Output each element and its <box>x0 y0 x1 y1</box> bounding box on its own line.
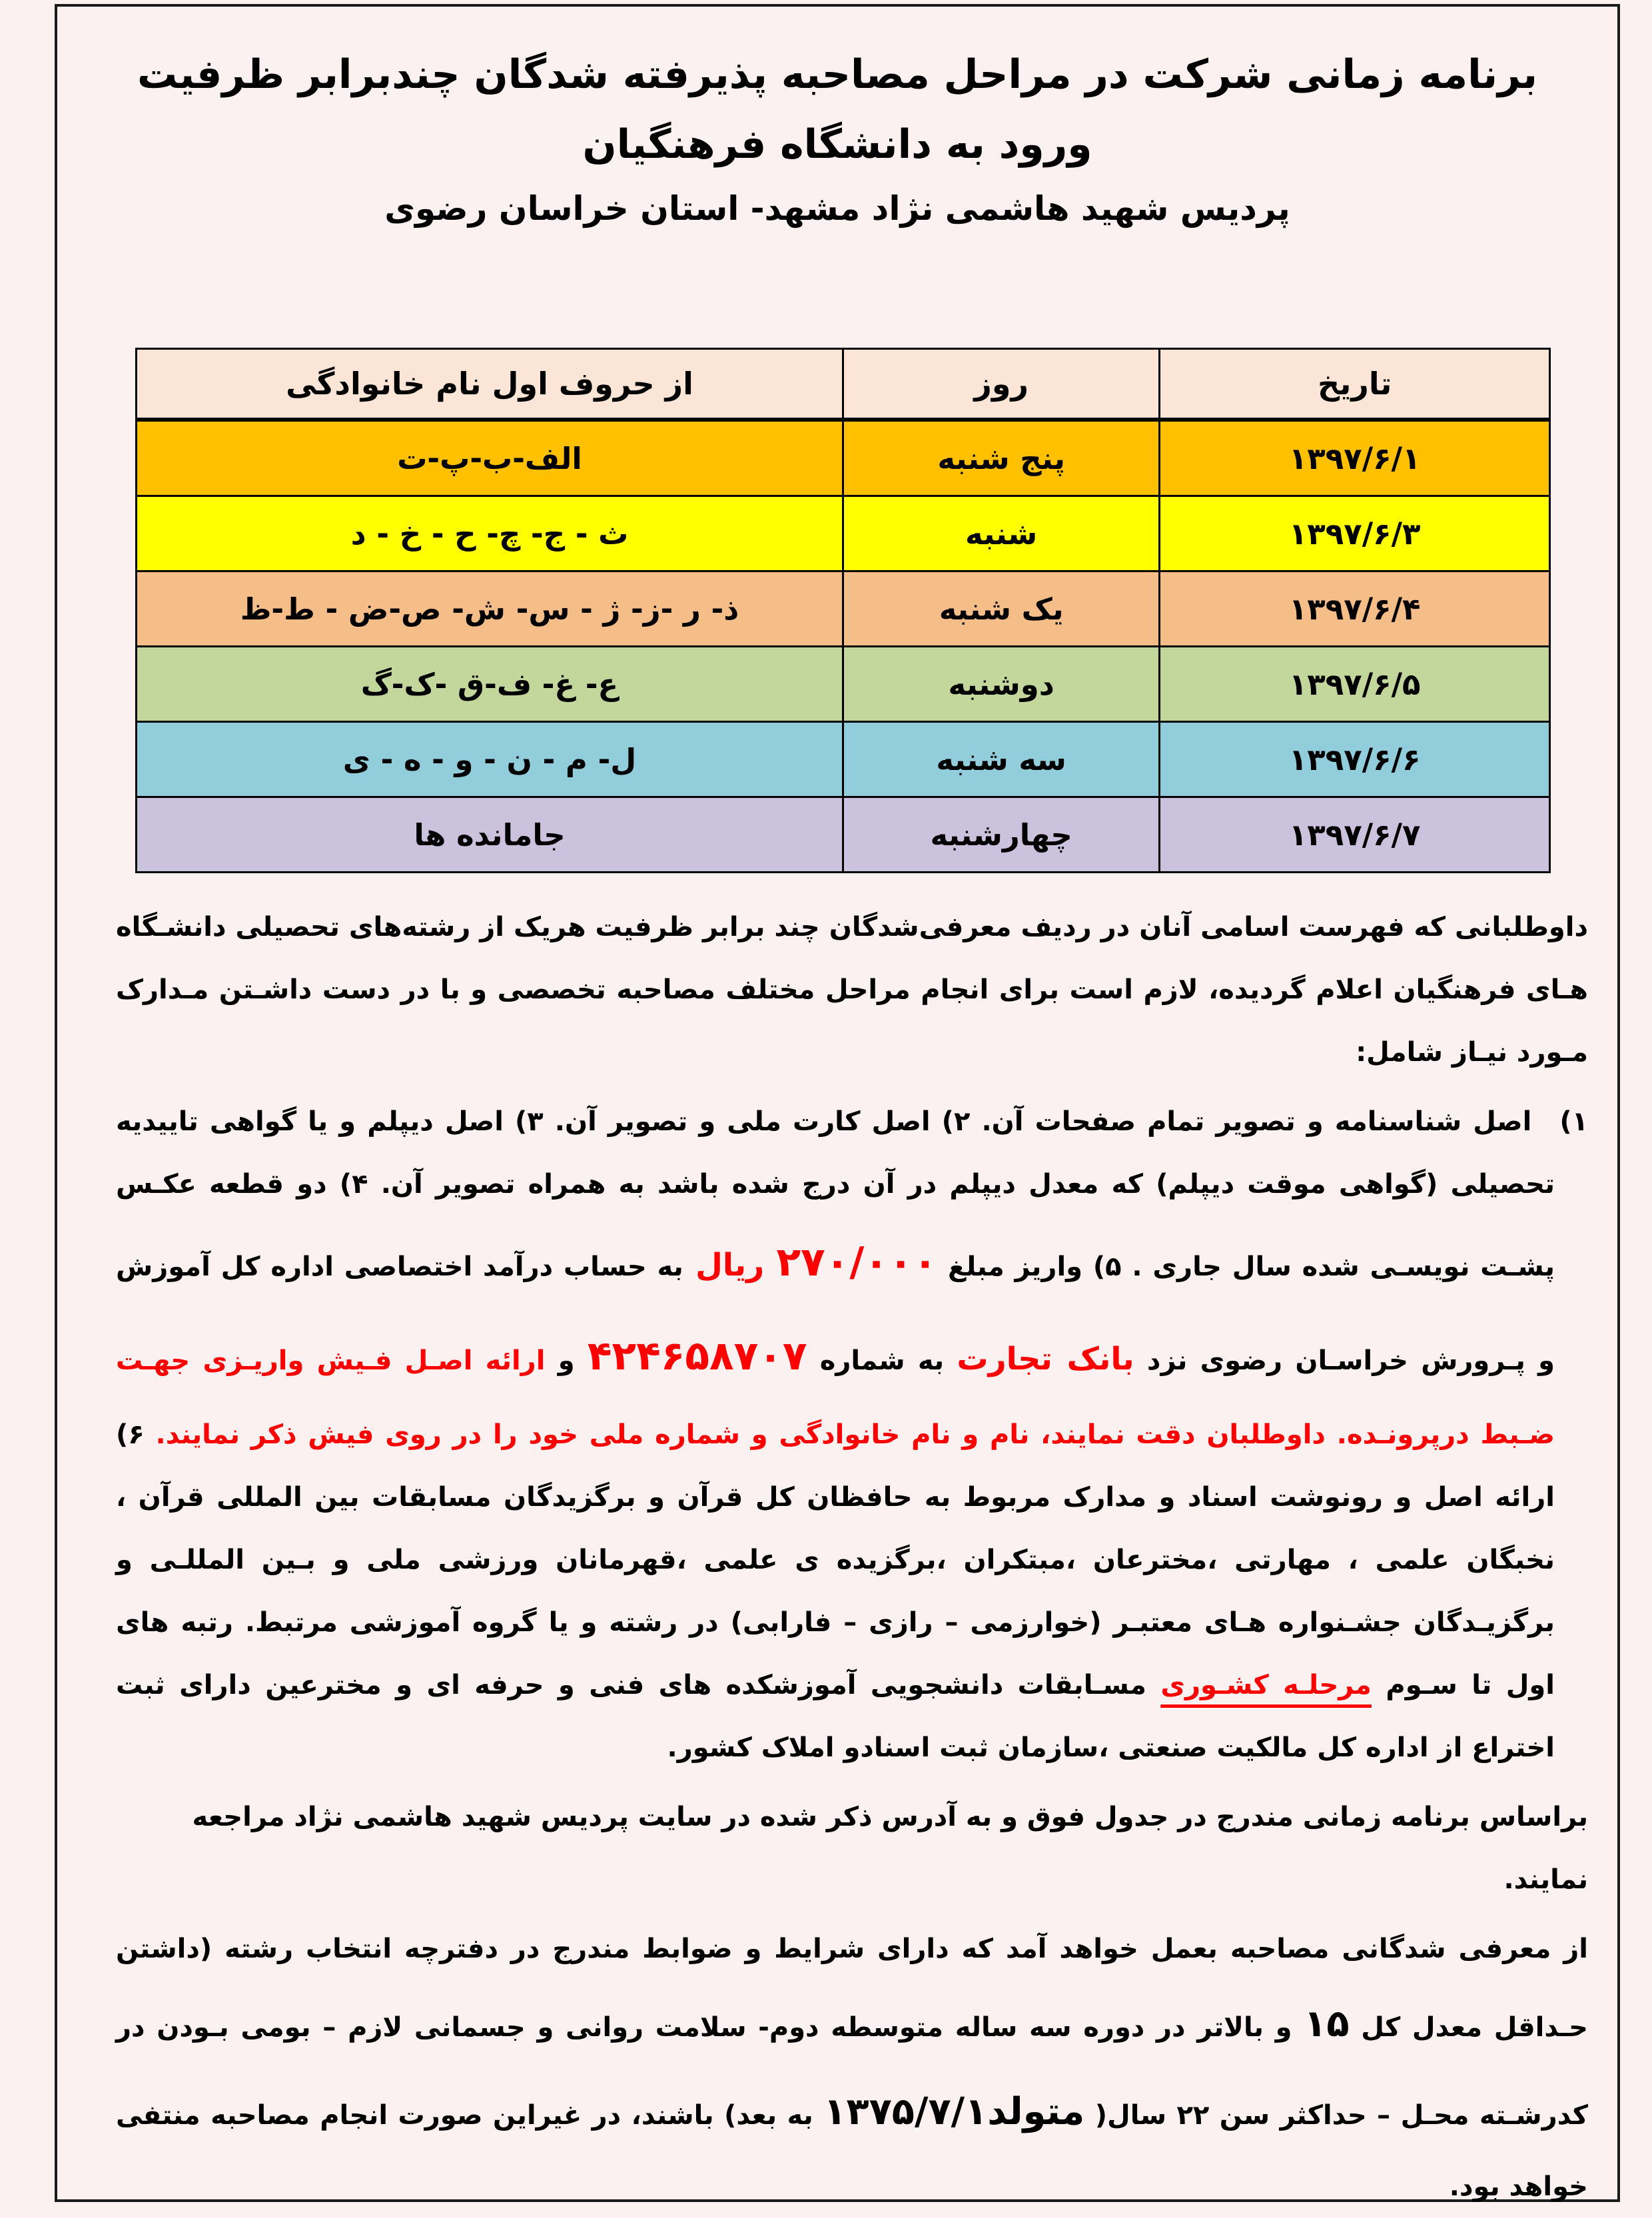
page-subtitle: پردیس شهید هاشمی نژاد مشهد- استان خراسان رضوی <box>384 189 1290 228</box>
page-title-line-2: ورود به دانشگاه فرهنگیان <box>582 121 1092 168</box>
cell-letters: ع- غ- ف-ق -ک-گ <box>137 647 843 722</box>
cell-date: ۱۳۹۷/۶/۶ <box>1160 722 1550 797</box>
documents-text-5: ۶) ارائه اصل و رونوشت اسناد و مدارک مربوط به حافظان کل قرآن و برگزیدگان مسابقات بین المللی قرآن ، نخبگان علمی ، مهارتی ،مخترعان ،مبتکران ،برگزیده ی علمی ،قهرمانان ورزشی ملی و بـین المللـی و برگزیـدگان جشـنواره هـای معتبـر (خوارزمی – رازی – فارابی) در رشته و یا گروه آموزشی مرتبط. رتبه های اول تا سـوم <box>116 1419 1555 1700</box>
cell-date: ۱۳۹۷/۶/۱ <box>1160 420 1550 496</box>
eligibility-text-1: از معرفی شدگانی مصاحبه بعمل خواهد آمد که دارای شرایط و ضوابط مندرج در دفترچه انتخاب رشته (داشتن حـداقل معدل کل <box>116 1934 1588 2043</box>
bank-name: بانک تجارت <box>957 1341 1134 1377</box>
table-row <box>137 722 1550 797</box>
cell-date: ۱۳۹۷/۶/۳ <box>1160 496 1550 571</box>
documents-list-paragraph <box>116 1090 1588 1779</box>
documents-text-6: مسـابقات دانشجویی آموزشکده های فنی و حرفه ای و مخترعین دارای ثبت اختراع از اداره کل مالکیت صنعتی ،سازمان ثبت اسنادو املاک کشور. <box>116 1670 1555 1763</box>
column-header-day: روز <box>843 349 1160 420</box>
cell-day: دوشنبه <box>843 647 1160 722</box>
fee-amount: ۲۷۰/۰۰۰ <box>776 1239 938 1286</box>
min-gpa: ۱۵ <box>1304 2002 1350 2045</box>
documents-text-4: و <box>545 1345 588 1376</box>
cell-letters: ث - ج- چ- ح - خ - د <box>137 496 843 571</box>
cell-day: سه شنبه <box>843 722 1160 797</box>
page-title-line-1: برنامه زمانی شرکت در مراحل مصاحبه پذیرفته شدگان چندبرابر ظرفیت <box>137 51 1538 98</box>
cell-date: ۱۳۹۷/۶/۴ <box>1160 571 1550 647</box>
eligibility-paragraph <box>116 1918 1588 2218</box>
title-block <box>57 40 1617 228</box>
documents-text-1: اصل شناسنامه و تصویر تمام صفحات آن. ۲) اصل کارت ملی و تصویر آن. ۳) اصل دیپلم و یا گواهی تاییدیه تحصیلی (گواهی موقت دیپلم) که معدل دیپلم در آن درج شده باشد به همراه تصویر آن. ۴) دو قطعه عکـس پشـت نویسـی شده سال جاری . ۵) واریز مبلغ <box>116 1106 1555 1282</box>
eligibility-text-2: و بالاتر در دوره سه ساله متوسطه دوم- سلامت روانی و جسمانی لازم – بومی بـودن در کدرشـته محـل – حداکثر سن ۲۲ سال( <box>116 2012 1588 2131</box>
table-row <box>137 797 1550 873</box>
account-number: ۴۲۴۶۵۸۷۰۷ <box>587 1333 807 1379</box>
cell-day: شنبه <box>843 496 1160 571</box>
body-text <box>57 896 1617 2218</box>
visit-instruction-paragraph: براساس برنامه زمانی مندرج در جدول فوق و به آدرس ذکر شده در سایت پردیس شهید هاشمی نژاد مراجعه نمایند. <box>192 1802 1588 1895</box>
cell-date: ۱۳۹۷/۶/۷ <box>1160 797 1550 873</box>
cell-letters: ل- م - ن - و - ه - ی <box>137 722 843 797</box>
cell-day: پنج شنبه <box>843 420 1160 496</box>
eligibility-text-3: به بعد) باشند، در غیراین صورت انجام مصاحبه منتفی خواهد بود. <box>116 2099 1588 2203</box>
documents-text-3: به شماره <box>807 1345 957 1376</box>
cell-date: ۱۳۹۷/۶/۵ <box>1160 647 1550 722</box>
list-number: ۱) <box>1559 1106 1589 1137</box>
cell-letters: ذ- ر -ز- ژ - س- ش- ص-ض - ط-ظ <box>137 571 843 647</box>
document-frame <box>55 4 1620 2202</box>
cell-letters: الف-ب-پ-ت <box>137 420 843 496</box>
intro-paragraph: داوطلبانی که فهرست اسامی آنان در ردیف معرفی‌شدگان چند برابر ظرفیت هریک از رشته‌های تحصیلی دانشـگاه هـای فرهنگیان اعلام گردیده، لازم است برای انجام مراحل مختلف مصاحبه تخصصی و با در دست داشـتن مـدارک مـورد نیـاز شامل: <box>116 912 1588 1068</box>
birth-date-limit: متولد۱۳۷۵/۷/۱ <box>823 2089 1085 2133</box>
table-row <box>137 496 1550 571</box>
table-row <box>137 571 1550 647</box>
cell-day: یک شنبه <box>843 571 1160 647</box>
table-header-row <box>137 349 1550 420</box>
fee-currency: ریال <box>683 1247 777 1284</box>
national-stage-highlight: مرحلـه کشـوری <box>1160 1670 1372 1700</box>
column-header-date: تاریخ <box>1160 349 1550 420</box>
table-row <box>137 420 1550 496</box>
column-header-letters: از حروف اول نام خانوادگی <box>137 349 843 420</box>
cell-letters: جامانده ها <box>137 797 843 873</box>
cell-day: چهارشنبه <box>843 797 1160 873</box>
documents-text-2: به حساب درآمد اختصاصی اداره کل آموزش و پـرورش خراسـان رضوی نزد <box>116 1252 1555 1376</box>
payment-warning: ارائه اصـل فـیش واریـزی جهـت ضـبط درپرونـده. داوطلبان دقت نمایند، نام و نام خانوادگی و شماره ملی خود را در روی فیش ذکر نمایند. <box>116 1345 1555 1450</box>
table-row <box>137 647 1550 722</box>
interview-schedule-table <box>135 348 1551 873</box>
